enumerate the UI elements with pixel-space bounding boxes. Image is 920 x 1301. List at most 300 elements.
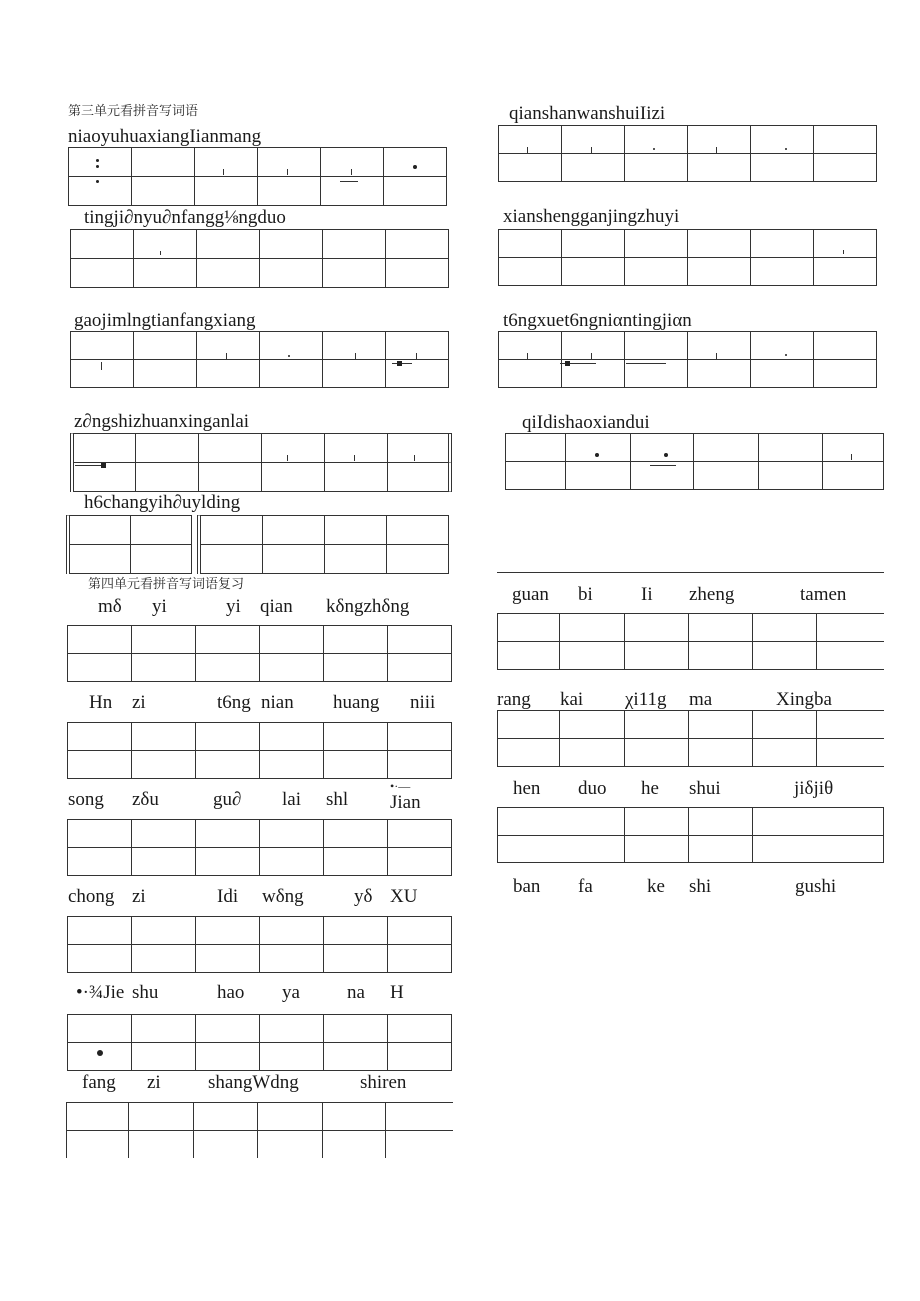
scan-tick — [354, 455, 355, 461]
scan-tick — [287, 455, 288, 461]
writing-grid — [66, 1102, 453, 1158]
writing-box — [325, 463, 388, 492]
writing-box — [566, 462, 631, 490]
writing-box — [196, 945, 260, 973]
pinyin-word: zi — [147, 1072, 161, 1093]
writing-box — [689, 836, 753, 863]
scan-speck — [97, 1050, 103, 1056]
pinyin-word: mδ — [98, 596, 122, 617]
writing-box — [386, 259, 449, 288]
pinyin-word: nian — [261, 692, 294, 713]
writing-box — [263, 516, 325, 545]
writing-box — [325, 545, 387, 574]
pinyin-word: fa — [578, 876, 593, 897]
pinyin-word: shangWdng — [208, 1072, 299, 1093]
pinyin-prompt: h6changyih∂uylding — [84, 492, 241, 513]
writing-box — [817, 739, 884, 767]
writing-box — [74, 434, 136, 463]
writing-grid — [498, 331, 877, 388]
writing-box — [324, 654, 388, 682]
pinyin-word: shui — [689, 778, 721, 799]
writing-box — [196, 848, 260, 876]
writing-box — [68, 917, 132, 945]
writing-box — [498, 836, 625, 863]
pinyin-word: wδng — [262, 886, 304, 907]
scan-tick — [527, 147, 528, 153]
writing-box — [321, 148, 384, 177]
writing-box — [195, 148, 258, 177]
scan-tick — [851, 454, 852, 460]
writing-box — [132, 917, 196, 945]
writing-box — [132, 654, 196, 682]
pinyin-word: ma — [689, 689, 713, 710]
writing-box — [387, 545, 449, 574]
writing-box — [688, 332, 751, 360]
scan-tick — [351, 169, 352, 175]
writing-box — [625, 808, 689, 836]
writing-box — [388, 654, 452, 682]
writing-box — [625, 836, 689, 863]
writing-box — [562, 126, 625, 154]
writing-box — [498, 711, 560, 739]
writing-box — [196, 1015, 260, 1043]
writing-box — [625, 614, 689, 642]
writing-box — [689, 808, 753, 836]
writing-box — [258, 148, 321, 177]
writing-box — [134, 360, 197, 388]
writing-box — [631, 434, 694, 462]
writing-box — [68, 820, 132, 848]
pinyin-word: hen — [513, 778, 541, 799]
writing-box — [325, 434, 388, 463]
pinyin-word: H — [390, 982, 404, 1003]
scan-tick — [843, 250, 844, 254]
writing-box — [132, 177, 195, 206]
scan-speck — [653, 148, 655, 150]
writing-box — [814, 154, 877, 182]
writing-box — [498, 614, 560, 642]
writing-box — [387, 516, 449, 545]
writing-box — [498, 808, 625, 836]
writing-box — [562, 332, 625, 360]
scan-tick — [716, 353, 717, 359]
writing-grid — [67, 722, 452, 779]
writing-grid — [498, 125, 877, 182]
writing-box — [386, 1103, 453, 1131]
writing-box — [324, 945, 388, 973]
pinyin-prompt: gaojimlngtianfangxiang — [74, 310, 256, 331]
scan-speck — [397, 361, 402, 366]
writing-box — [324, 751, 388, 779]
writing-box — [196, 820, 260, 848]
writing-grid — [497, 613, 884, 670]
writing-box — [260, 259, 323, 288]
writing-box — [751, 230, 814, 258]
pinyin-word: he — [641, 778, 659, 799]
writing-box — [625, 360, 688, 388]
writing-box — [499, 258, 562, 286]
writing-grid — [67, 1014, 452, 1071]
pinyin-prompt: t6ngxuet6ngniαntingjiαn — [503, 310, 692, 331]
scan-tick — [287, 169, 288, 175]
writing-box — [753, 711, 817, 739]
writing-box — [694, 462, 759, 490]
writing-box — [325, 516, 387, 545]
writing-box — [201, 545, 263, 574]
writing-box — [70, 545, 131, 574]
writing-box — [323, 360, 386, 388]
writing-box — [69, 177, 132, 206]
writing-box — [136, 434, 199, 463]
writing-box — [260, 751, 324, 779]
writing-box — [566, 434, 631, 462]
writing-box — [70, 516, 131, 545]
writing-box — [625, 711, 689, 739]
pinyin-word: yi — [152, 596, 167, 617]
scan-speck — [595, 453, 599, 457]
scan-tick — [226, 353, 227, 359]
writing-box — [631, 462, 694, 490]
writing-box — [753, 642, 817, 670]
writing-box — [134, 259, 197, 288]
writing-box — [388, 751, 452, 779]
writing-box — [132, 751, 196, 779]
pinyin-word: gushi — [795, 876, 837, 897]
writing-box — [196, 626, 260, 654]
writing-box — [753, 808, 884, 836]
pinyin-word: ban — [513, 876, 541, 897]
pinyin-word: yi — [226, 596, 241, 617]
scan-speck — [96, 165, 99, 168]
pinyin-word: bi — [578, 584, 593, 605]
writing-box — [324, 723, 388, 751]
pinyin-word: t6ng — [217, 692, 251, 713]
writing-box — [388, 820, 452, 848]
pinyin-word: chong — [68, 886, 115, 907]
writing-box — [751, 360, 814, 388]
scan-tick — [160, 251, 161, 255]
pinyin-word: huang — [333, 692, 380, 713]
writing-box — [625, 154, 688, 182]
writing-box — [68, 626, 132, 654]
writing-box — [823, 462, 884, 490]
writing-box — [131, 545, 192, 574]
writing-box — [260, 820, 324, 848]
writing-box — [71, 230, 134, 259]
scan-speck — [413, 165, 417, 169]
writing-box — [68, 848, 132, 876]
writing-box — [260, 654, 324, 682]
pinyin-word: χi11g — [625, 689, 667, 710]
writing-box — [260, 360, 323, 388]
writing-box — [688, 126, 751, 154]
writing-box — [197, 230, 260, 259]
writing-box — [386, 332, 449, 360]
writing-box — [197, 259, 260, 288]
pinyin-word: ya — [282, 982, 300, 1003]
writing-box — [814, 258, 877, 286]
writing-box — [817, 642, 884, 670]
writing-box — [262, 463, 325, 492]
writing-box — [129, 1131, 194, 1158]
writing-box — [71, 259, 134, 288]
writing-box — [132, 723, 196, 751]
writing-box — [258, 1131, 323, 1158]
writing-box — [132, 626, 196, 654]
writing-box — [132, 848, 196, 876]
writing-grid — [505, 433, 884, 490]
pinyin-word: zi — [132, 886, 146, 907]
writing-box — [506, 434, 566, 462]
writing-box — [823, 434, 884, 462]
writing-box — [260, 848, 324, 876]
writing-box — [196, 751, 260, 779]
writing-box — [201, 516, 263, 545]
writing-grid — [70, 331, 449, 388]
writing-grid — [497, 710, 884, 767]
scan-tick — [414, 455, 415, 461]
writing-box — [134, 332, 197, 360]
writing-box — [68, 723, 132, 751]
writing-box — [136, 463, 199, 492]
pinyin-prompt: qianshanwanshuiIizi — [509, 103, 666, 124]
writing-box — [759, 462, 823, 490]
writing-box — [324, 820, 388, 848]
writing-box — [131, 516, 192, 545]
writing-box — [199, 434, 262, 463]
writing-grid — [68, 147, 447, 206]
writing-box — [751, 258, 814, 286]
writing-box — [694, 434, 759, 462]
pinyin-prompt: qiIdishaoxiandui — [522, 412, 650, 433]
writing-box — [499, 154, 562, 182]
writing-box — [388, 945, 452, 973]
writing-box — [132, 1043, 196, 1071]
writing-box — [263, 545, 325, 574]
pinyin-word: na — [347, 982, 365, 1003]
writing-box — [384, 177, 447, 206]
writing-box — [68, 654, 132, 682]
writing-box — [751, 154, 814, 182]
writing-box — [562, 258, 625, 286]
writing-box — [323, 1103, 386, 1131]
writing-box — [67, 1131, 129, 1158]
scan-dash — [626, 363, 666, 364]
writing-box — [688, 230, 751, 258]
writing-box — [132, 820, 196, 848]
writing-box — [194, 1131, 258, 1158]
unit4-title: 第四单元看拼音写词语复习 — [88, 577, 245, 592]
writing-box — [625, 230, 688, 258]
pinyin-word: zδu — [132, 789, 159, 810]
writing-box — [388, 434, 452, 463]
writing-grid — [67, 916, 452, 973]
scan-tick — [223, 169, 224, 175]
writing-box — [625, 258, 688, 286]
scan-speck — [101, 463, 106, 468]
writing-box — [499, 230, 562, 258]
writing-box — [817, 711, 884, 739]
pinyin-word: rang — [497, 689, 531, 710]
scan-tick — [527, 353, 528, 359]
pinyin-word: XU — [390, 886, 418, 907]
writing-box — [388, 917, 452, 945]
writing-box — [67, 1103, 129, 1131]
writing-grid — [498, 229, 877, 286]
writing-box — [689, 739, 753, 767]
writing-box — [386, 1131, 453, 1158]
writing-box — [258, 177, 321, 206]
pinyin-word: •·¾Jie — [76, 982, 125, 1003]
pinyin-prompt: xianshengganjingzhuyi — [503, 206, 680, 227]
pinyin-word: shi — [689, 876, 712, 897]
writing-box — [814, 332, 877, 360]
writing-box — [499, 126, 562, 154]
writing-box — [625, 126, 688, 154]
scan-speck — [664, 453, 668, 457]
writing-box — [688, 154, 751, 182]
writing-box — [814, 360, 877, 388]
scan-tick — [416, 353, 417, 359]
writing-grid — [497, 807, 884, 863]
writing-grid — [70, 433, 452, 492]
scan-speck — [785, 148, 787, 150]
pinyin-word: kai — [560, 689, 584, 710]
pinyin-prompt: z∂ngshizhuanxinganlai — [74, 411, 250, 432]
writing-box — [388, 848, 452, 876]
writing-box — [688, 360, 751, 388]
writing-box — [753, 836, 884, 863]
writing-box — [814, 230, 877, 258]
writing-box — [817, 614, 884, 642]
scan-dash — [650, 465, 676, 466]
writing-box — [262, 434, 325, 463]
writing-box — [324, 1043, 388, 1071]
scan-speck — [565, 361, 570, 366]
scan-speck — [288, 355, 290, 357]
writing-box — [323, 259, 386, 288]
writing-box — [689, 614, 753, 642]
pinyin-word: lai — [282, 789, 301, 810]
pinyin-word: niii — [410, 692, 436, 713]
writing-box — [260, 626, 324, 654]
writing-box — [625, 642, 689, 670]
unit3-title: 第三单元看拼音写词语 — [68, 104, 199, 119]
writing-box — [68, 751, 132, 779]
writing-grid — [67, 819, 452, 876]
pinyin-word: song — [68, 789, 104, 810]
scan-tick — [591, 353, 592, 359]
writing-box — [194, 1103, 258, 1131]
writing-box — [324, 626, 388, 654]
writing-box — [386, 360, 449, 388]
writing-box — [199, 463, 262, 492]
writing-box — [71, 360, 134, 388]
pinyin-word: yδ — [354, 886, 373, 907]
tone-mark: •·— — [390, 779, 411, 793]
writing-box — [560, 614, 625, 642]
writing-box — [753, 614, 817, 642]
writing-box — [498, 739, 560, 767]
writing-box — [388, 463, 452, 492]
writing-box — [323, 1131, 386, 1158]
writing-box — [689, 642, 753, 670]
pinyin-prompt: niaoyuhuaxiangIianmang — [68, 126, 262, 147]
scan-speck — [96, 180, 99, 183]
writing-box — [814, 126, 877, 154]
writing-box — [625, 332, 688, 360]
writing-box — [258, 1103, 323, 1131]
writing-box — [196, 654, 260, 682]
writing-box — [69, 148, 132, 177]
writing-box — [751, 332, 814, 360]
writing-box — [688, 258, 751, 286]
writing-box — [751, 126, 814, 154]
writing-box — [384, 148, 447, 177]
writing-grid — [70, 229, 449, 288]
writing-box — [560, 711, 625, 739]
writing-box — [68, 945, 132, 973]
writing-box — [196, 1043, 260, 1071]
writing-box — [260, 1043, 324, 1071]
pinyin-word: shl — [326, 789, 349, 810]
scan-speck — [785, 354, 787, 356]
writing-box — [388, 723, 452, 751]
writing-box — [129, 1103, 194, 1131]
writing-box — [260, 1015, 324, 1043]
writing-box — [132, 1015, 196, 1043]
writing-box — [560, 642, 625, 670]
writing-box — [324, 848, 388, 876]
pinyin-prompt: tingji∂nyu∂nfangg⅛ngduo — [84, 207, 286, 228]
writing-box — [499, 332, 562, 360]
pinyin-word: jiδjiθ — [794, 778, 834, 799]
writing-box — [324, 917, 388, 945]
pinyin-word: ke — [647, 876, 665, 897]
writing-box — [134, 230, 197, 259]
scan-dash — [340, 181, 358, 182]
writing-grid — [66, 515, 192, 574]
pinyin-word: guan — [512, 584, 549, 605]
writing-box — [197, 332, 260, 360]
separator-line — [497, 572, 884, 573]
pinyin-word: zi — [132, 692, 146, 713]
writing-box — [562, 154, 625, 182]
pinyin-word: shiren — [360, 1072, 407, 1093]
pinyin-word: hao — [217, 982, 245, 1003]
writing-box — [68, 1043, 132, 1071]
writing-box — [388, 1043, 452, 1071]
writing-grid — [67, 625, 452, 682]
scan-dash — [392, 363, 412, 364]
writing-box — [323, 230, 386, 259]
writing-box — [689, 711, 753, 739]
writing-box — [625, 739, 689, 767]
pinyin-word: Jian — [390, 792, 421, 813]
pinyin-word: duo — [578, 778, 607, 799]
writing-box — [132, 148, 195, 177]
pinyin-word: qian — [260, 596, 293, 617]
writing-box — [506, 462, 566, 490]
pinyin-word: zheng — [689, 584, 735, 605]
writing-box — [197, 360, 260, 388]
writing-box — [195, 177, 258, 206]
writing-box — [753, 739, 817, 767]
writing-box — [71, 332, 134, 360]
writing-box — [562, 360, 625, 388]
writing-box — [388, 1015, 452, 1043]
scan-speck — [96, 159, 99, 162]
